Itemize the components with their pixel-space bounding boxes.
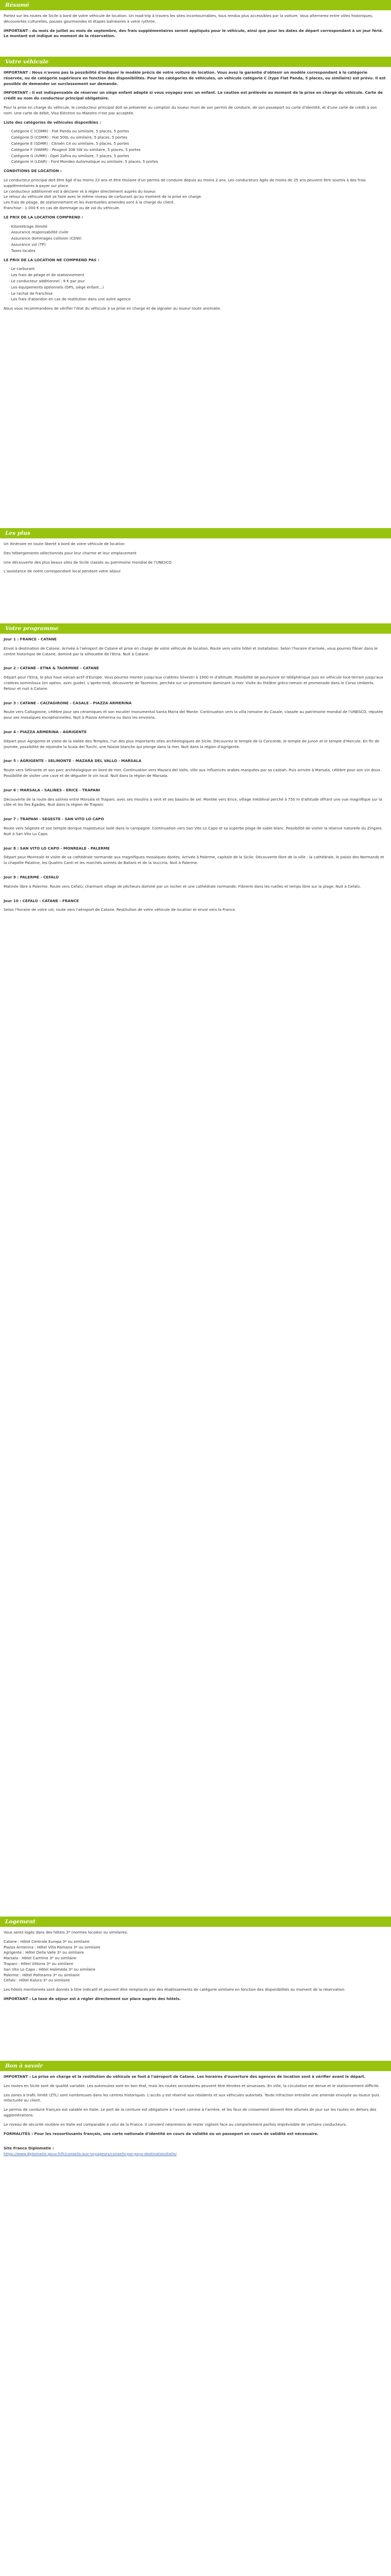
bas-important: IMPORTANT : La prise en charge et la restitution du véhicule se font à l'aéroport de Catane. Les horaires d'ouverture des agences de location sont à vérifier avant le départ. [4, 2074, 366, 2079]
bas-link-paragraph [4, 2140, 387, 2157]
vehicule-categories-list [4, 129, 387, 165]
logement-tax: IMPORTANT : La taxe de séjour est à régler directement sur place auprès des hôtels. [4, 1996, 181, 2001]
day-title: Jour 10 : CEFALÙ - CATANE - FRANCE [4, 898, 79, 903]
resume-section [0, 0, 391, 57]
day-text: Route vers Ségeste et son temple dorique majestueux isolé dans la campagne. Continuation vers San Vito Lo Capo et sa superbe plage de sable blanc. Possibilité de visiter la réserve naturelle du Zingaro. Nuit à San Vito Lo Capo. [4, 825, 383, 836]
vehicule-pickup: Pour la prise en charge du véhicule, le conducteur principal doit se présenter au comptoir du loueur muni de son permis de conduire, de son passeport ou carte d'identité, et d'une carte de crédit à son nom. Une carte de débit, Visa Electron ou Maestro n'est pas acceptée. [4, 105, 377, 115]
list-item: · Le conducteur additionnel : 9 € par jour [9, 279, 387, 284]
diplomatie-link[interactable]: https://www.diplomatie.gouv.fr/fr/conseils-aux-voyageurs/conseils-par-pays-destination/italie/ [4, 2151, 177, 2156]
bon-a-savoir-banner: Bon à savoir [0, 2061, 391, 2071]
plus-item: Une découverte des plus beaux sites de Sicile classés au patrimoine mondial de l'UNESCO [4, 560, 172, 565]
vehicule-included-title: LE PRIX DE LA LOCATION COMPREND : [4, 214, 84, 219]
resume-banner: Résumé [0, 0, 391, 10]
day-text: Départ pour l'Etna, le plus haut volcan actif d'Europe. Vous pourrez monter jusqu'aux cratères Silvestri à 1900 m d'altitude. Possibilité de poursuivre en téléphérique puis en véhicule tout-terrain jusqu'aux cratères sommitaux (en option, avec guide). L'après-midi, découverte de Taormine, perchée sur un promontoire dominant la mer. Visite du théâtre gréco-romain et promenade dans le Corso Umberto. Retour et nuit à Catane. [4, 675, 383, 691]
plus-section [0, 528, 391, 585]
bas-ztl: Les zones à trafic limité (ZTL) sont nombreuses dans les centres historiques. L'accès y est réservé aux résidents et aux véhicules autorisés. Toute infraction entraîne une amende envoyée au loueur puis refacturée au client. [4, 2092, 380, 2103]
logement-hotels: Catane : Hôtel Centrale Europa 3* ou similaire Piazza Armerina : Hôtel Villa Romana 3* ou similaire Agrigente : Hôtel Della Valle 3* ou similaire Marsala : Hôtel Carmine 3* ou similaire Trapani : Hôtel Vittoria 3* ou similaire San Vito Lo Capo : Hôtel Halimeda 3* ou similaire Palerme : Hôtel Politeama 3* ou similaire Cefalù : Hôtel Kalura 3* ou similaire [4, 1939, 101, 1983]
vehicule-important: IMPORTANT : Nous n'avons pas la possibilité d'indiquer le modèle précis de votre voiture de location. Vous avez la garantie d'obtenir un modèle correspondant à la catégorie réservée, ou de catégorie supérieure en fonction des disponibilités. Pour les catégories de véhicules, un véhicule catégorie C (type Fiat Panda, 5 places, ou similaire) est prévu. Il est possible de demander un surclassement sur demande. [4, 70, 386, 86]
vehicule-child-seat: IMPORTANT : Il est indispensable de réserver un siège enfant adapté si vous voyagez avec un enfant. La caution est prélevée au moment de la prise en charge du véhicule. Carte de crédit au nom du conducteur principal obligatoire. [4, 90, 383, 101]
list-item: · Catégorie H (LDAR) : Ford Mondeo Automatique ou similaire, 5 places, 5 portes [9, 159, 387, 165]
list-item: · Catégorie D (CDMR) : Fiat 500L ou similaire, 5 places, 5 portes [9, 135, 387, 141]
vehicule-categories-title: Liste des catégories de véhicules disponibles : [4, 120, 101, 125]
bas-formalities: FORMALITÉS : Pour les ressortissants français, une carte nationale d'identité en cours de validité ou un passeport en cours de validité est nécessaire. [4, 2131, 319, 2136]
day-text: Découverte de la route des salines entre Marsala et Trapani, avec ses moulins à vent et ses bassins de sel. Montée vers Erice, village médiéval perché à 750 m d'altitude offrant une vue magnifique sur la côte et les îles Égades. Nuit dans la région de Trapani. [4, 796, 382, 807]
vehicule-conditions-title: CONDITIONS DE LOCATION : [4, 168, 62, 174]
vehicule-note: Nous vous recommandons de vérifier l'état du véhicule à sa prise en charge et de signaler au loueur toute anomalie. [4, 306, 221, 311]
list-item: · Assurance responsabilité civile [9, 230, 387, 235]
programme-section [0, 623, 391, 1911]
vehicule-section [0, 57, 391, 489]
vehicule-banner: Votre véhicule [0, 57, 391, 67]
day-title: Jour 5 : AGRIGENTE - SELINONTE - MAZARA DEL VALLO - MARSALA [4, 758, 142, 764]
logement-intro: Vous serez logés dans des hôtels 3* (normes locales) ou similaires. [4, 1930, 128, 1935]
resume-text: Partez sur les routes de Sicile à bord de votre véhicule de location. Un road-trip à travers les sites incontournables, tous rendus plus accessibles par la voiture. Vous alternerez entre villes historiques, découvertes culturelles, pauses gourmandes et étapes balnéaires à votre rythme. [4, 13, 373, 24]
bas-roads: Les routes en Sicile sont de qualité variable. Les autoroutes sont en bon état, mais les routes secondaires peuvent être étroites et sinueuses. En ville, la circulation est dense et le stationnement difficile. [4, 2083, 380, 2088]
day-text: Départ pour Monreale et visite de sa cathédrale normande aux magnifiques mosaïques dorées. Arrivée à Palerme, capitale de la Sicile. Découverte libre de la ville : la cathédrale, le palais des Normands et la chapelle Palatine, les Quattro Canti et les marchés animés de Ballarò et de la Vucciria. Nuit à Palerme. [4, 855, 384, 866]
bon-a-savoir-section [0, 2061, 391, 2576]
day-text: Selon l'horaire de votre vol, route vers l'aéroport de Catane. Restitution de votre véhicule de location et envol vers la France. [4, 907, 236, 912]
day-text: Départ pour Agrigente et visite de la Vallée des Temples, l'un des plus importants sites archéologiques de Sicile. Découvrez le temple de la Concorde, le temple de Junon et le temple d'Hercule. En fin de journée, possibilité de rejoindre la Scala dei Turchi, une falaise blanche qui plonge dans la mer. Nuit dans la région d'Agrigente. [4, 738, 380, 749]
vehicule-included-list [4, 224, 387, 254]
day-title: Jour 9 : PALERME - CEFALÙ [4, 874, 59, 879]
list-item: · Le rachat de franchise [9, 291, 387, 297]
resume-important: IMPORTANT : du mois de juillet au mois de septembre, des frais supplémentaires seront appliqués pour le véhicule, ainsi que pour les dates de départ correspondant à un jour férié. Le montant est indiqué au moment de la réservation. [4, 28, 384, 39]
day-title: Jour 4 : PIAZZA ARMERINA - AGRIGENTE [4, 729, 87, 734]
logement-note: Les hôtels mentionnés sont donnés à titre indicatif et peuvent être remplacés par des établissements de catégorie similaire en fonction des disponibilités au moment de la réservation. [4, 1987, 346, 1992]
day-title: Jour 7 : TRAPANI - SEGESTE - SAN VITO LO CAPO [4, 817, 104, 822]
list-item: · Taxes locales [9, 248, 387, 254]
list-item: · Kilométrage illimité [9, 224, 387, 230]
day-title: Jour 2 : CATANE - ETNA & TAORMINE - CATANE [4, 666, 99, 671]
plus-item: L'assistance de notre correspondant local pendant votre séjour [4, 569, 121, 574]
vehicule-conditions-text: Le conducteur principal doit être âgé d'au moins 23 ans et être titulaire d'un permis de conduire depuis au moins 2 ans. Les conducteurs âgés de moins de 25 ans peuvent être soumis à des frais supplémentaires à payer sur place. Le conducteur additionnel est à déclarer et à régler directement auprès du loueur. Le retour du véhicule doit se faire avec le même niveau de carburant qu'au moment de la prise en charge. Les frais de péage, de stationnement et les éventuelles amendes sont à la charge du client. Franchise : 1 000 € en cas de dommage ou de vol du véhicule. [4, 177, 366, 210]
list-item: · Les frais de péage et de stationnement [9, 273, 387, 278]
day-title: Jour 1 : FRANCE - CATANE [4, 637, 57, 641]
day-title: Jour 3 : CATANE - CALTAGIRONE - CASALE - PIAZZA ARMERINA [4, 700, 132, 705]
plus-item: Un itinéraire en toute liberté à bord de votre véhicule de location [4, 541, 125, 546]
logement-banner: Logement [0, 1917, 391, 1927]
list-item: · Catégorie E (SDMR) : Citroën C4 ou similaire, 5 places, 5 portes [9, 141, 387, 147]
list-item: · Assurance vol (TP) [9, 242, 387, 248]
list-item: · Catégorie C (CDMR) : Fiat Panda ou similaire, 5 places, 5 portes [9, 129, 387, 134]
day-text: Matinée libre à Palerme. Route vers Cefalù, charmant village de pêcheurs dominé par un rocher et une cathédrale normande. Flânerie dans les ruelles et temps libre sur la plage. Nuit à Cefalù. [4, 884, 361, 889]
day-title: Jour 8 : SAN VITO LO CAPO - MONREALE - PALERME [4, 845, 110, 851]
day-text: Envol à destination de Catane. Arrivée à l'aéroport de Catane et prise en charge de votre véhicule de location. Route vers votre hôtel et installation. Selon l'horaire d'arrivée, vous pourrez flâner dans le centre historique de Catane, dominé par la silhouette de l'Etna. Nuit à Catane. [4, 646, 378, 656]
list-item: · Les équipements optionnels (GPS, siège enfant...) [9, 285, 387, 291]
bas-link-label: Site France Diplomatie : [4, 2146, 54, 2151]
vehicule-excluded-list [4, 266, 387, 302]
plus-banner: Les plus [0, 528, 391, 538]
bas-licence: Le permis de conduire français est valable en Italie. Le port de la ceinture est obligatoire à l'avant comme à l'arrière, et les feux de croisement doivent être allumés de jour sur les routes en dehors des agglomérations. [4, 2107, 377, 2117]
bas-safety: Le niveau de sécurité routière en Italie est comparable à celui de la France. Il convient néanmoins de rester vigilant face au comportement parfois imprévisible de certains conducteurs. [4, 2122, 347, 2127]
list-item: · Assurance dommages collision (CDW) [9, 236, 387, 242]
vehicule-excluded-title: LE PRIX DE LA LOCATION NE COMPREND PAS : [4, 257, 100, 262]
list-item: · Les frais d'abandon en cas de restitution dans une autre agence [9, 297, 387, 302]
list-item: · Le carburant [9, 266, 387, 272]
day-text: Route vers Caltagirone, célèbre pour ses céramiques et son escalier monumental Santa Maria del Monte. Continuation vers la villa romaine du Casale, classée au patrimoine mondial de l'UNESCO, réputée pour ses mosaïques exceptionnelles. Nuit à Piazza Armerina ou dans les environs. [4, 709, 383, 720]
list-item: · Catégorie F (SWMR) : Peugeot 308 SW ou similaire, 5 places, 5 portes [9, 147, 387, 153]
programme-banner: Votre programme [0, 623, 391, 634]
logement-section [0, 1917, 391, 2061]
day-text: Route vers Sélinonte et son parc archéologique en bord de mer. Continuation vers Mazara del Vallo, ville aux influences arabes marquées par sa casbah. Puis arrivée à Marsala, célèbre pour son vin doux. Possibilité de visiter une cave et de déguster le vin local. Nuit dans la région de Marsala. [4, 768, 382, 778]
plus-item: Des hébergements sélectionnés pour leur charme et leur emplacement [4, 550, 137, 555]
list-item: · Catégorie G (IVMR) : Opel Zafira ou similaire, 7 places, 5 portes [9, 154, 387, 159]
day-title: Jour 6 : MARSALA - SALINES - ERICE - TRAPANI [4, 787, 101, 792]
